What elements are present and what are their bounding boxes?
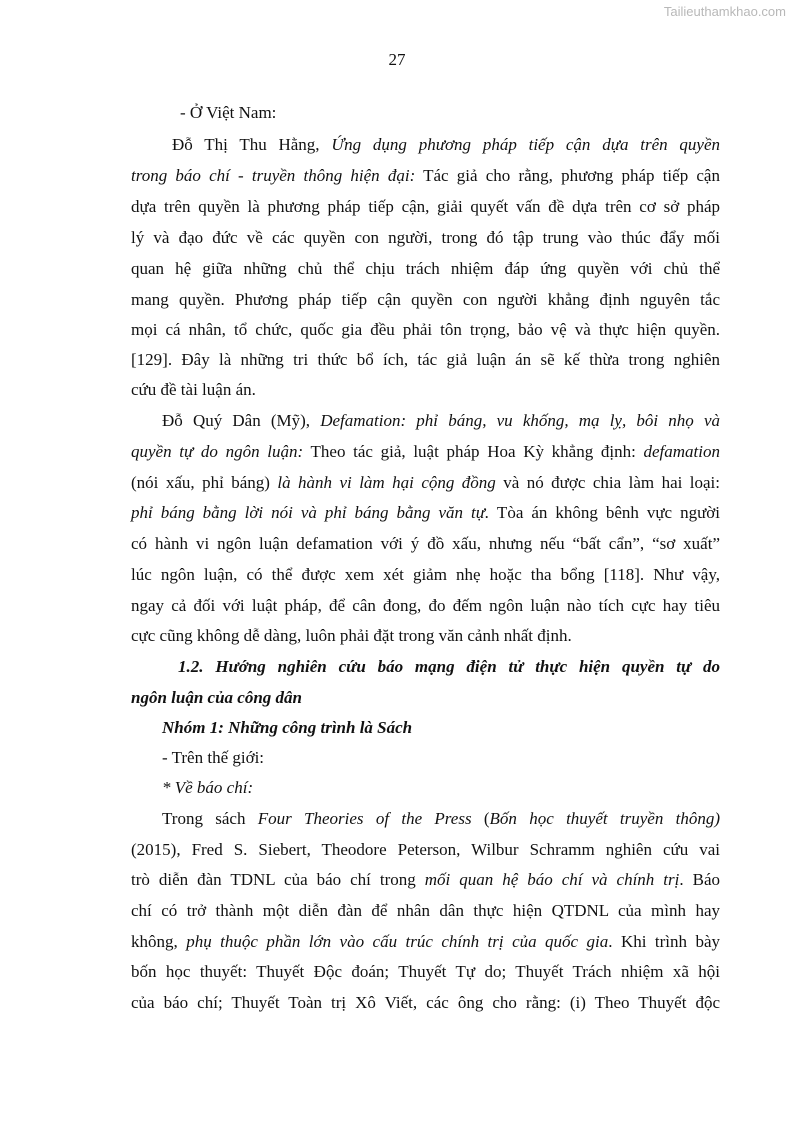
paragraph-line: trong báo chí - truyền thông hiện đại: Tác giả cho rằng, phương pháp tiếp cận	[131, 166, 720, 185]
paragraph-line: (2015), Fred S. Siebert, Theodore Peterson, Wilbur Schramm nghiên cứu vai	[131, 840, 720, 859]
paragraph-line: chí có trở thành một diễn đàn để nhân dân thực hiện QTDNL của mình hay	[131, 901, 720, 920]
paragraph-line: trò diễn đàn TDNL của báo chí trong mối quan hệ báo chí và chính trị. Báo	[131, 870, 720, 889]
paragraph-line: cực cũng không dễ dàng, luôn phải đặt trong văn cảnh nhất định.	[131, 626, 572, 645]
paragraph-line: [129]. Đây là những tri thức bổ ích, tác giả luận án sẽ kế thừa trong nghiên	[131, 350, 720, 369]
section-heading-cont: ngôn luận của công dân	[131, 688, 302, 707]
paragraph-line: của báo chí; Thuyết Toàn trị Xô Viết, các ông cho rằng: (i) Theo Thuyết độc	[131, 993, 720, 1012]
paragraph-line: mang quyền. Phương pháp tiếp cận quyền con người khẳng định nguyên tắc	[131, 290, 720, 309]
paragraph-line: phỉ báng bằng lời nói và phỉ báng bằng văn tự. Tòa án không bênh vực người	[131, 503, 721, 522]
paragraph-line: dựa trên quyền là phương pháp tiếp cận, giải quyết vấn đề dựa trên cơ sở pháp	[131, 197, 720, 216]
paragraph-line: cứu đề tài luận án.	[131, 380, 256, 399]
heading-vietnam: - Ở Việt Nam:	[180, 103, 277, 122]
paragraph-line: không, phụ thuộc phần lớn vào cấu trúc chính trị của quốc gia. Khi trình bày	[131, 932, 721, 951]
paragraph-line: lúc ngôn luận, có thể được xem xét giảm nhẹ hoặc tha bổng [118]. Như vậy,	[131, 565, 720, 584]
paragraph-line: (nói xấu, phỉ báng) là hành vi làm hại cộng đồng và nó được chia làm hai loại:	[131, 473, 720, 492]
paragraph-line: có hành vi ngôn luận defamation với ý đồ xấu, nhưng nếu “bất cẩn”, “sơ xuất”	[131, 534, 720, 553]
page-number: 27	[388, 50, 406, 69]
paragraph-line: quyền tự do ngôn luận: Theo tác giả, luật pháp Hoa Kỳ khẳng định: defamation	[131, 442, 720, 461]
paragraph-line: Trong sách Four Theories of the Press (Bốn học thuyết truyền thông)	[162, 809, 721, 828]
subheading-press: * Về báo chí:	[162, 778, 254, 797]
paragraph-line: ngay cả đối với luật pháp, để cân đong, đo đếm ngôn luận nào tích cực hay tiêu	[131, 596, 720, 615]
subheading-world: - Trên thế giới:	[162, 748, 265, 767]
paragraph-line: bốn học thuyết: Thuyết Độc đoán; Thuyết Tự do; Thuyết Trách nhiệm xã hội	[131, 962, 720, 981]
paragraph-line: lý và đạo đức về các quyền con người, trong đó tập trung vào thúc đẩy mối	[131, 228, 720, 247]
paragraph-line: Đỗ Quý Dân (Mỹ), Defamation: phỉ báng, vu khống, mạ lỵ, bôi nhọ và	[162, 411, 720, 430]
watermark: Tailieuthamkhao.com	[663, 4, 786, 19]
section-heading: 1.2. Hướng nghiên cứu báo mạng điện tử thực hiện quyền tự do	[178, 657, 720, 676]
paragraph-line: quan hệ giữa những chủ thể chịu trách nhiệm đáp ứng quyền với chủ thể	[131, 259, 720, 278]
subheading-group1: Nhóm 1: Những công trình là Sách	[162, 718, 413, 737]
paragraph-line: mọi cá nhân, tổ chức, quốc gia đều phải tôn trọng, bảo vệ và thực hiện quyền.	[131, 320, 720, 339]
paragraph-line: Đỗ Thị Thu Hằng, Ứng dụng phương pháp tiếp cận dựa trên quyền	[172, 135, 720, 154]
